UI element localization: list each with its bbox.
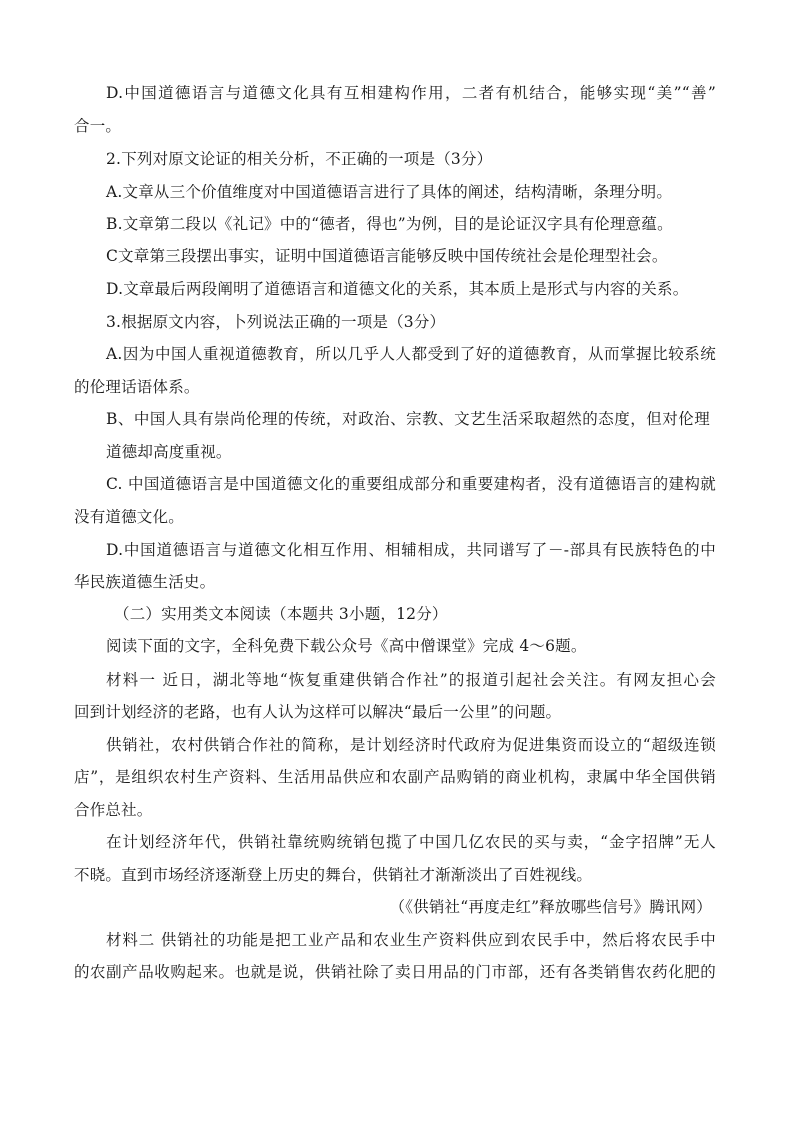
text-line: D.中国道德语言与道德文化相互作用、相辅相成，共同谱写了－-部具有民族特色的中 bbox=[106, 541, 716, 559]
text-line: 3.根据原文内容，卜列说法正确的一项是（3分） bbox=[106, 313, 446, 331]
text-line: 合一。 bbox=[74, 117, 122, 135]
text-line: 店”，是组织农村生产资料、生活用品供应和农副产品购销的商业机构，隶属中华全国供销 bbox=[74, 768, 716, 786]
text-line: 供销社，农村供销合作社的简称，是计划经济时代政府为促进集资而设立的“超级连锁 bbox=[106, 736, 716, 754]
section-heading: （二）实用类文本阅读（本题共 3小题，12分） bbox=[114, 605, 448, 623]
text-line: 2.下列对原文论证的相关分析，不正确的一项是（3分） bbox=[106, 150, 493, 168]
text-line: 回到计划经济的老路，也有人认为这样可以解决“最后一公里”的问题。 bbox=[74, 703, 562, 721]
text-line: 材料一 近日，湖北等地“恢复重建供销合作社”的报道引起社会关注。有网友担心会 bbox=[106, 671, 716, 689]
text-line: 在计划经济年代，供销社靠统购统销包揽了中国几亿农民的买与卖，“金字招牌”无人 bbox=[106, 833, 716, 851]
text-line: D.文章最后两段阐明了道德语言和道德文化的关系，其本质上是形式与内容的关系。 bbox=[106, 280, 689, 298]
text-line: 不晓。直到市场经济逐渐登上历史的舞台，供销社才渐渐淡出了百姓视线。 bbox=[74, 866, 593, 884]
citation-line: （《供销社“再度走红”释放哪些信号》腾讯网） bbox=[389, 898, 712, 916]
text-line: 的农副产品收购起来。也就是说，供销社除了卖日用品的门市部，还有各类销售农药化肥的 bbox=[74, 963, 716, 981]
text-line: 没有道德文化。 bbox=[74, 508, 184, 526]
text-line: 道德却高度重视。 bbox=[106, 443, 232, 461]
text-line: 的伦理话语体系。 bbox=[74, 378, 200, 396]
text-line: 材料二 供销社的功能是把工业产品和农业生产资料供应到农民手中，然后将农民手中 bbox=[106, 931, 716, 949]
text-line: A.文章从三个价值维度对中国道德语言进行了具体的阐述，结构清晰，条理分明。 bbox=[106, 183, 673, 201]
text-line: 华民族道德生活史。 bbox=[74, 573, 216, 591]
text-line: C文章第三段摆出事实，证明中国道德语言能够反映中国传统社会是伦理型社会。 bbox=[106, 247, 668, 265]
text-line: B、中国人具有崇尚伦理的传统，对政治、宗教、文艺生活采取超然的态度，但对伦理 bbox=[106, 410, 710, 428]
text-line: D.中国道德语言与道德文化具有互相建构作用，二者有机结合，能够实现“美”“善” bbox=[106, 84, 716, 102]
text-line: C. 中国道德语言是中国道德文化的重要组成部分和重要建构者，没有道德语言的建构就 bbox=[106, 475, 716, 493]
text-line: A.因为中国人重视道德教育，所以几乎人人都受到了好的道德教育，从而掌握比较系统 bbox=[106, 345, 716, 363]
text-line: B.文章第二段以《礼记》中的“德者，得也”为例，目的是论证汉字具有伦理意蕴。 bbox=[106, 215, 673, 233]
text-line: 阅读下面的文字，全科免费下载公众号《高中僧课堂》完成 4～6题。 bbox=[106, 637, 587, 655]
text-line: 合作总社。 bbox=[74, 801, 153, 819]
